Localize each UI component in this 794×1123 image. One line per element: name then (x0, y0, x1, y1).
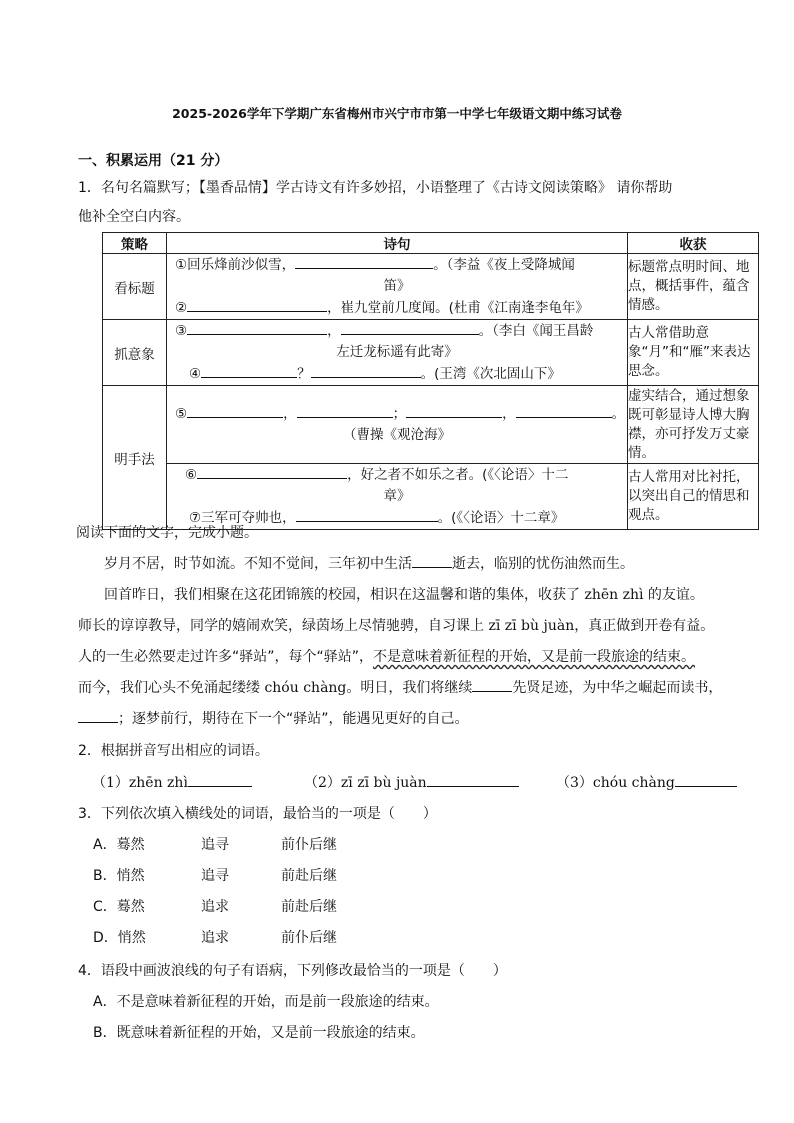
answer-blank[interactable] (78, 708, 118, 723)
poem-line: 章》 (383, 488, 411, 504)
table-row (103, 386, 759, 464)
answer-blank[interactable] (341, 320, 479, 335)
answer-blank[interactable] (295, 254, 433, 269)
q3-option-d[interactable]: D．悄然 (93, 930, 146, 946)
q2-item (92, 772, 252, 792)
poem-cell (167, 464, 628, 530)
passage-line (78, 708, 469, 728)
poem-text: 。(王湾《次北固山下》 (420, 366, 561, 382)
poem-text: ①回乐烽前沙似雪， (175, 257, 296, 273)
question-1-stem: 1．名句名篇默写；【墨香品情】学古诗文有许多妙招，小语整理了《古诗文阅读策略》 请你帮助 (78, 180, 673, 196)
poem-text: ， (327, 323, 341, 339)
poem-text: ⑤ (175, 406, 188, 422)
pinyin: chóu chàng (264, 680, 347, 696)
gain-cell: 虚实结合，通过想象既可彰显诗人博大胸襟，亦可抒发万丈豪情。 (628, 386, 759, 464)
header-poem: 诗句 (167, 233, 628, 254)
poem-table (102, 232, 759, 530)
poem-text: ， (283, 406, 297, 422)
passage-line (78, 646, 695, 666)
wavy-underlined-sentence: 不是意味着新征程的开始，又是前一段旅途的结束。 (373, 649, 696, 665)
passage-line (78, 615, 714, 635)
passage-text: ；逐梦前行，期待在下一个“驿站”，能遇见更好的自己。 (118, 711, 469, 727)
poem-text: 。（李白《闻王昌龄 (478, 323, 594, 339)
table-row (103, 254, 759, 320)
answer-blank[interactable] (311, 363, 421, 378)
passage-text: 人的一生必然要走过许多“驿站”，每个“驿站”， (78, 649, 374, 665)
poem-text: 。 (611, 406, 626, 422)
poem-text: ，好之者不如乐之者。(《〈论语〉十二 (347, 467, 569, 483)
q4-option-b[interactable]: B．既意味着新征程的开始，又是前一段旅途的结束。 (93, 1025, 425, 1041)
strategy-cell: 看标题 (103, 254, 167, 320)
q2-item-label: （3）chóu chàng (556, 775, 675, 791)
q2-item-label: （1）zhēn zhì (92, 775, 188, 791)
q3-option-b-word2: 追寻 (201, 868, 229, 884)
poem-line (167, 363, 627, 385)
poem-text: 。(《〈论语〉十二章》 (437, 510, 565, 526)
q3-option-c-word3: 前赴后继 (281, 899, 337, 915)
poem-line (167, 297, 627, 319)
answer-blank[interactable] (427, 772, 519, 787)
reading-intro: 阅读下面的文字，完成小题。 (76, 525, 258, 541)
passage-text: 。明日，我们将继续 (346, 680, 473, 696)
q4-option-a[interactable]: A．不是意味着新征程的开始，而是前一段旅途的结束。 (93, 994, 439, 1010)
poem-text: ③ (175, 323, 188, 339)
q3-option-b-word3: 前赴后继 (281, 868, 337, 884)
passage-text: 而今，我们心头不免涌起缕缕 (78, 680, 260, 696)
q3-option-a-word3: 前仆后继 (281, 837, 337, 853)
answer-blank[interactable] (296, 507, 438, 522)
q3-option-a-word2: 追寻 (201, 837, 229, 853)
answer-blank[interactable] (406, 403, 502, 418)
passage-text: ，真正做到开卷有益。 (574, 618, 715, 634)
q3-option-d-word3: 前仆后继 (281, 930, 337, 946)
answer-blank[interactable] (187, 403, 283, 418)
q3-option-d-word2: 追求 (201, 930, 229, 946)
answer-blank[interactable] (516, 403, 612, 418)
answer-blank[interactable] (187, 297, 327, 312)
q3-option-a[interactable]: A．蓦然 (93, 837, 145, 853)
passage-text: 先贤足迹，为中华之崛起而读书， (512, 680, 723, 696)
passage-line (78, 677, 722, 697)
poem-text: ； (392, 406, 407, 422)
question-4-stem: 4．语段中画波浪线的句子有语病，下列修改最恰当的一项是（ ） (78, 963, 507, 979)
answer-blank[interactable] (412, 553, 452, 568)
question-3-stem: 3．下列依次填入横线处的词语，最恰当的一项是（ ） (78, 806, 437, 822)
poem-line: 笛》 (383, 278, 411, 294)
poem-text: 。（李益《夜上受降城闻 (433, 257, 575, 273)
table-header-row (103, 233, 759, 254)
answer-blank[interactable] (201, 363, 297, 378)
passage-line (104, 553, 634, 573)
question-1-stem-cont: 他补全空白内容。 (78, 209, 190, 225)
answer-blank[interactable] (197, 464, 347, 479)
section-heading: 一、积累运用（21 分） (78, 153, 229, 169)
gain-cell: 古人常用对比衬托，以突出自己的情思和观点。 (628, 464, 759, 530)
q2-item (556, 772, 737, 792)
passage-text: 师长的谆谆教导，同学的嬉闹欢笑，绿茵场上尽情驰骋，自习课上 (78, 618, 484, 634)
header-strategy: 策略 (103, 233, 167, 254)
q3-option-b[interactable]: B．悄然 (93, 868, 145, 884)
poem-cell (167, 386, 628, 464)
poem-line: （曹操《观沧海》 (343, 427, 451, 443)
poem-text: ④ (189, 366, 202, 382)
q3-option-c[interactable]: C．蓦然 (93, 899, 145, 915)
header-gain: 收获 (628, 233, 759, 254)
poem-line: 左迁龙标遥有此寄》 (336, 344, 458, 360)
answer-blank[interactable] (297, 403, 393, 418)
poem-line (167, 403, 627, 425)
pinyin: zhēn zhì (584, 587, 644, 603)
pinyin: zī zī bù juàn (488, 618, 575, 634)
answer-blank[interactable] (188, 772, 252, 787)
poem-text: ， (502, 406, 516, 422)
poem-cell (167, 320, 628, 386)
passage-text: 的友谊。 (647, 587, 704, 603)
gain-cell: 古人常借助意象“月”和“雁”来表达思念。 (628, 320, 759, 386)
answer-blank[interactable] (675, 772, 737, 787)
poem-cell (167, 254, 628, 320)
passage-text: 回首昨日，我们相聚在这花团锦簇的校园，相识在这温馨和谐的集体，收获了 (104, 587, 580, 603)
answer-blank[interactable] (472, 677, 512, 692)
table-row (103, 464, 759, 530)
exam-title: 2025-2026学年下学期广东省梅州市兴宁市市第一中学七年级语文期中练习试卷 (172, 106, 622, 121)
poem-text: ⑦三军可夺帅也， (189, 510, 296, 526)
passage-text: 岁月不居，时节如流。不知不觉间，三年初中生活 (104, 556, 412, 572)
question-2-stem: 2．根据拼音写出相应的词语。 (78, 743, 269, 759)
poem-text: ？ (297, 366, 311, 382)
poem-line (167, 464, 627, 486)
poem-line (167, 320, 627, 342)
passage-line (104, 584, 704, 604)
table-row (103, 320, 759, 386)
q2-item (304, 772, 519, 792)
passage-text: 逝去，临别的忧伤油然而生。 (452, 556, 634, 572)
strategy-cell: 抓意象 (103, 320, 167, 386)
strategy-cell: 明手法 (103, 386, 167, 530)
poem-text: ⑥ (185, 467, 198, 483)
answer-blank[interactable] (187, 320, 327, 335)
poem-text: ② (175, 300, 188, 316)
gain-cell: 标题常点明时间、地点，概括事件，蕴含情感。 (628, 254, 759, 320)
poem-line (167, 254, 627, 276)
poem-text: ，崔九堂前几度闻。(杜甫《江南逢李龟年》 (327, 300, 589, 316)
q3-option-c-word2: 追求 (201, 899, 229, 915)
q2-item-label: （2）zī zī bù juàn (304, 775, 427, 791)
